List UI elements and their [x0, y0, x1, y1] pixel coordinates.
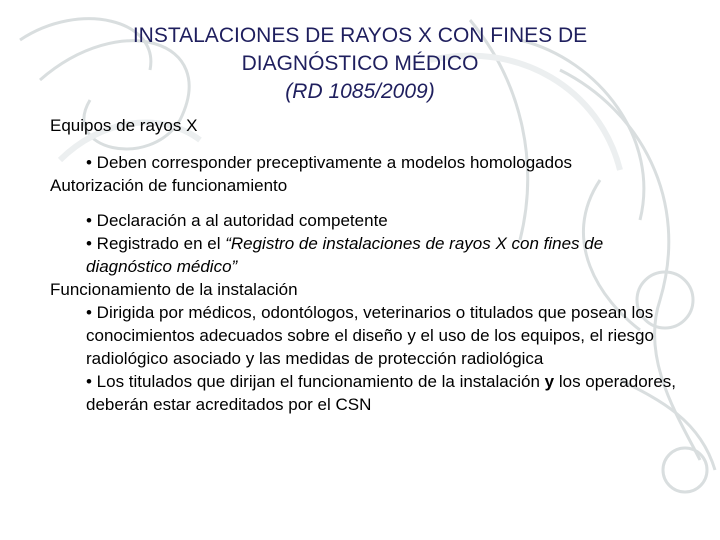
- title-line-1: INSTALACIONES DE RAYOS X CON FINES DE: [132, 24, 588, 47]
- bullet-homologados: • Deben corresponder preceptivamente a modelos homologados: [86, 153, 573, 172]
- slide-title: [60, 22, 660, 106]
- bullet-dirigida: • Dirigida por médicos, odontólogos, veterinarios o titulados que posean los conocimientos adecuados sobre el diseño y el uso de los equipos, el riesgo radiológico asociado y las medidas de protección radiológica: [86, 303, 654, 368]
- bullet-registro: [86, 232, 690, 278]
- section-heading-equipos: Equipos de rayos X: [50, 116, 198, 135]
- bullet-declaracion: • Declaración a al autoridad competente: [86, 211, 388, 230]
- title-reference: (RD 1085/2009): [285, 80, 435, 103]
- section-heading-funcionamiento: Funcionamiento de la instalación: [50, 280, 298, 299]
- bullet-acreditados-y: y: [544, 372, 555, 391]
- bullet-acreditados: [86, 370, 690, 416]
- section-heading-autorizacion: Autorización de funcionamiento: [50, 176, 288, 195]
- bullet-acreditados-prefix: • Los titulados que dirijan el funcionamiento de la instalación: [86, 372, 545, 391]
- bullet-registro-name: “Registro de instalaciones de rayos X con fines de diagnóstico médico”: [86, 234, 604, 276]
- slide-body: [50, 114, 690, 416]
- title-line-2: DIAGNÓSTICO MÉDICO: [241, 52, 479, 75]
- bullet-acreditados-suffix: los operadores, deberán estar acreditados por el CSN: [86, 372, 677, 414]
- bullet-registro-prefix: • Registrado en el: [86, 234, 226, 253]
